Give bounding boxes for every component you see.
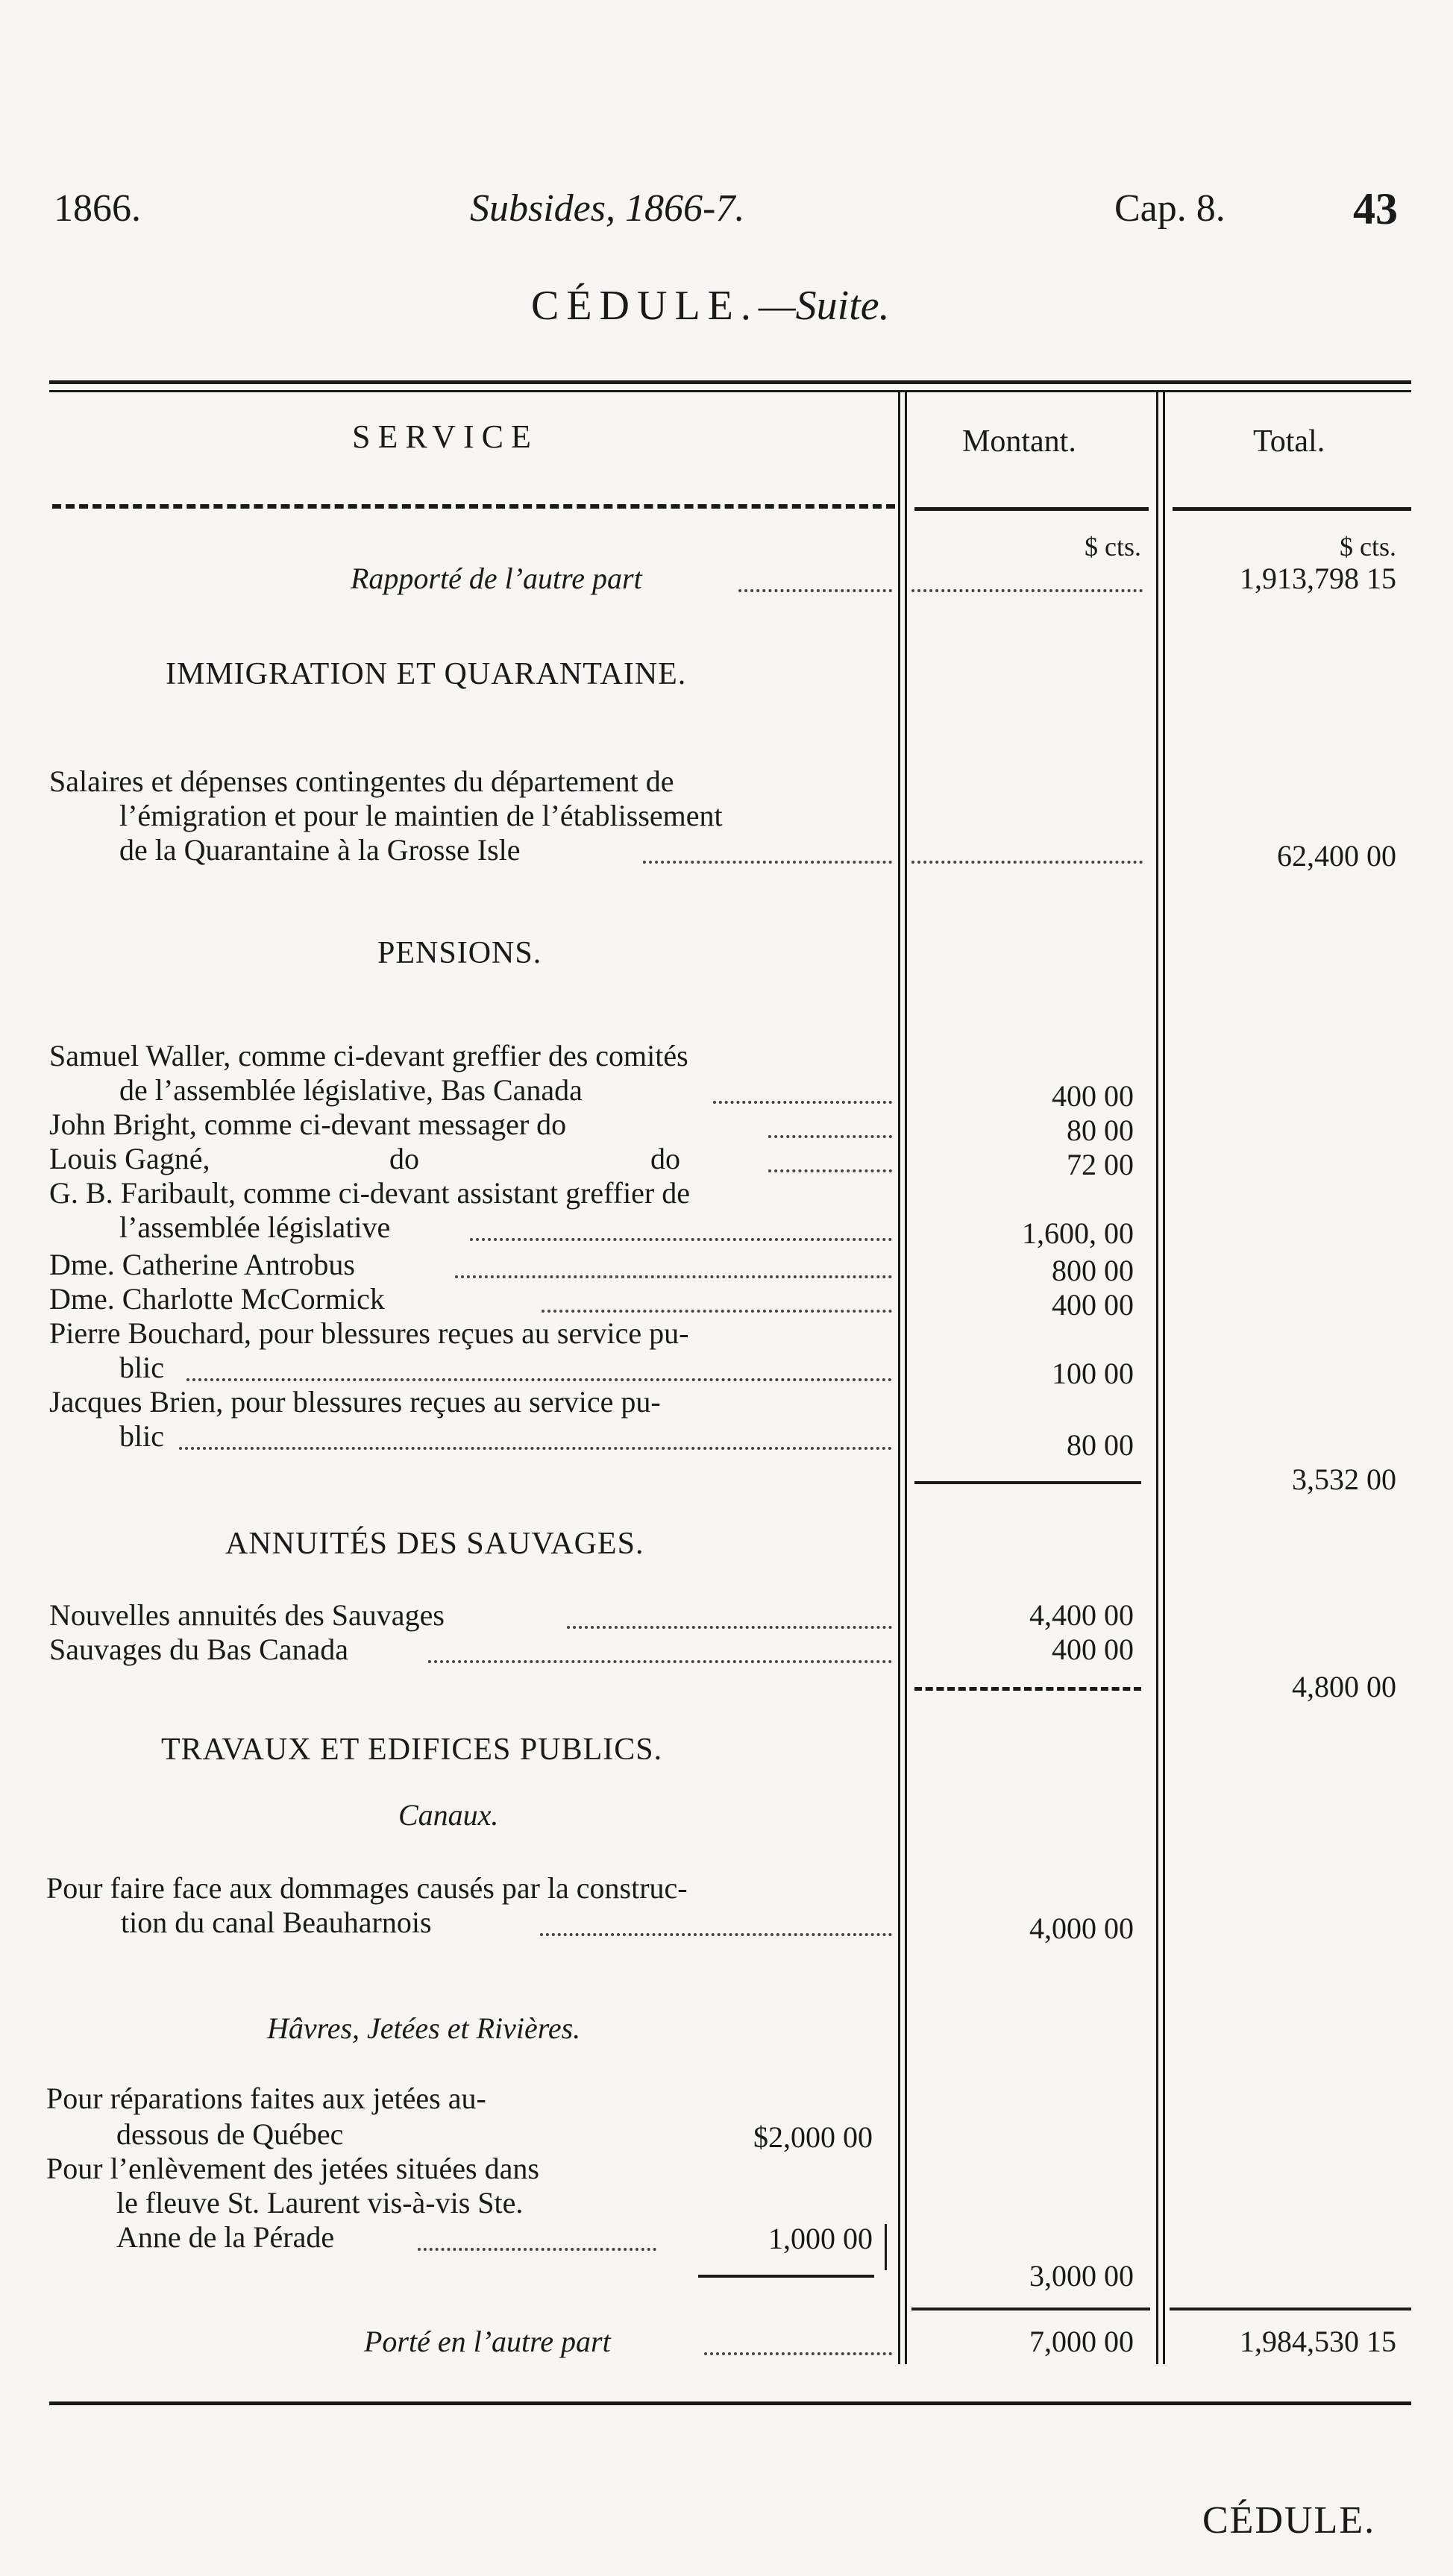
pension-line-10: blic — [119, 1351, 164, 1384]
section-title-pensions: PENSIONS. — [377, 936, 542, 970]
havres-line-4: le fleuve St. Laurent vis-à-vis Ste. — [116, 2186, 524, 2220]
table-bottom-rule — [49, 2401, 1411, 2405]
pension-line-2: de l’assemblée législative, Bas Canada — [119, 1073, 583, 1107]
footer-catchword: CÉDULE. — [1202, 2499, 1376, 2542]
col-header-service: SERVICE — [352, 418, 539, 455]
pension-leader-2 — [768, 1135, 892, 1138]
pension-line-7: Dme. Catherine Antrobus — [49, 1248, 355, 1281]
pension-leader-5 — [455, 1275, 892, 1278]
immigration-line-2: l’émigration et pour le maintien de l’établissement — [119, 799, 723, 832]
col-header-montant: Montant. — [962, 424, 1076, 459]
havres-line-2: dessous de Québec — [116, 2117, 344, 2151]
canaux-line-2: tion du canal Beauharnois — [121, 1906, 432, 1939]
havres-leader — [418, 2248, 656, 2251]
canaux-leader — [540, 1933, 892, 1936]
annuites-leader-2 — [428, 1660, 892, 1663]
pension-leader-7 — [186, 1378, 892, 1381]
havres-sub-rule — [698, 2275, 874, 2278]
pension-sum-rule — [914, 1481, 1141, 1484]
pension-line-4: Louis Gagné, — [49, 1142, 210, 1175]
schedule-suffix: —Suite. — [758, 283, 890, 329]
carried-rule-montant — [911, 2308, 1150, 2310]
pension-amount-6: 400 00 — [1052, 1288, 1134, 1322]
header-cap: Cap. 8. — [1114, 187, 1226, 230]
table-top-rule-2 — [49, 390, 1411, 392]
unit-total: $ cts. — [1340, 532, 1396, 562]
annuites-amount-2: 400 00 — [1052, 1633, 1134, 1666]
brought-forward-total: 1,913,798 15 — [1240, 562, 1396, 595]
subsection-canaux: Canaux. — [398, 1798, 499, 1832]
immigration-leader — [643, 861, 892, 864]
carried-forward-leader — [704, 2352, 892, 2355]
annuites-leader-1 — [567, 1626, 892, 1629]
pension-leader-6 — [542, 1310, 892, 1313]
header-title: Subsides, 1866-7. — [470, 187, 745, 230]
pension-line-3: John Bright, comme ci-devant messager do — [49, 1108, 567, 1141]
pension-amount-5: 800 00 — [1052, 1254, 1134, 1287]
brought-forward-label: Rapporté de l’autre part — [351, 562, 642, 595]
schedule-title — [531, 282, 890, 330]
havres-sub-bracket — [885, 2224, 887, 2270]
carried-forward-montant: 7,000 00 — [1029, 2325, 1134, 2358]
havres-amount: 3,000 00 — [1029, 2259, 1134, 2293]
col-sep-total-right — [1163, 390, 1165, 2364]
brought-forward-leader — [738, 589, 892, 592]
annuites-line-2: Sauvages du Bas Canada — [49, 1633, 349, 1666]
pension-line-12: blic — [119, 1419, 164, 1453]
havres-line-1: Pour réparations faites aux jetées au- — [46, 2082, 486, 2115]
pension-leader-8 — [179, 1447, 892, 1450]
col-sep-service-right — [905, 390, 907, 2364]
pension-line-1: Samuel Waller, comme ci-devant greffier des comités — [49, 1039, 688, 1072]
pension-line-6: l’assemblée législative — [119, 1210, 391, 1244]
canaux-amount: 4,000 00 — [1029, 1911, 1134, 1945]
pension-amount-7: 100 00 — [1052, 1357, 1134, 1390]
pension-line-11: Jacques Brien, pour blessures reçues au service pu- — [49, 1385, 661, 1419]
pension-amount-8: 80 00 — [1067, 1428, 1134, 1462]
col-header-total: Total. — [1253, 424, 1325, 459]
pension-amount-2: 80 00 — [1067, 1113, 1134, 1147]
pension-amount-3: 72 00 — [1067, 1148, 1134, 1181]
subsection-havres: Hâvres, Jetées et Rivières. — [267, 2011, 581, 2045]
brought-forward-montant-dots — [911, 589, 1143, 592]
section-title-travaux: TRAVAUX ET EDIFICES PUBLICS. — [161, 1732, 663, 1767]
pension-amount-4: 1,600, 00 — [1022, 1216, 1134, 1250]
page-number: 43 — [1353, 184, 1398, 233]
schedule-title-text: CÉDULE. — [531, 283, 759, 329]
havres-line-5: Anne de la Pérade — [116, 2220, 335, 2254]
pension-line-5: G. B. Faribault, comme ci-devant assistant greffier de — [49, 1176, 691, 1210]
canaux-line-1: Pour faire face aux dommages causés par la construc- — [46, 1871, 688, 1905]
section-title-annuites: ANNUITÉS DES SAUVAGES. — [225, 1527, 644, 1561]
header-rule-montant — [914, 507, 1149, 511]
pension-line-4-do-1: do — [389, 1142, 419, 1175]
pension-leader-4 — [470, 1238, 892, 1241]
table-top-rule — [49, 380, 1411, 384]
annuites-total: 4,800 00 — [1292, 1670, 1396, 1703]
pension-line-9: Pierre Bouchard, pour blessures reçues au service pu- — [49, 1316, 689, 1350]
havres-sub-amount-2: 1,000 00 — [768, 2222, 873, 2255]
immigration-montant-dots — [911, 861, 1143, 864]
pension-leader-1 — [713, 1101, 892, 1104]
immigration-line-3: de la Quarantaine à la Grosse Isle — [119, 833, 521, 867]
carried-forward-label: Porté en l’autre part — [364, 2325, 611, 2358]
col-sep-service-left — [898, 390, 900, 2364]
pension-leader-3 — [768, 1169, 892, 1172]
immigration-line-1: Salaires et dépenses contingentes du département de — [49, 764, 674, 798]
annuites-sum-rule — [914, 1687, 1141, 1691]
pension-total: 3,532 00 — [1292, 1463, 1396, 1496]
annuites-amount-1: 4,400 00 — [1029, 1598, 1134, 1632]
havres-sub-amount-1: $2,000 00 — [753, 2120, 873, 2154]
annuites-line-1: Nouvelles annuités des Sauvages — [49, 1598, 445, 1632]
havres-line-3: Pour l’enlèvement des jetées situées dans — [46, 2152, 539, 2185]
carried-forward-total: 1,984,530 15 — [1240, 2325, 1396, 2358]
pension-line-4-do-2: do — [650, 1142, 680, 1175]
header-rule-total — [1173, 507, 1411, 511]
immigration-total: 62,400 00 — [1277, 839, 1396, 873]
pension-amount-1: 400 00 — [1052, 1079, 1134, 1113]
section-title-immigration: IMMIGRATION ET QUARANTAINE. — [166, 657, 687, 691]
unit-montant: $ cts. — [1085, 532, 1141, 562]
header-year: 1866. — [54, 187, 141, 230]
pension-line-8: Dme. Charlotte McCormick — [49, 1282, 385, 1316]
header-rule-service — [52, 504, 895, 509]
col-sep-total-left — [1156, 390, 1158, 2364]
carried-rule-total — [1170, 2308, 1411, 2310]
